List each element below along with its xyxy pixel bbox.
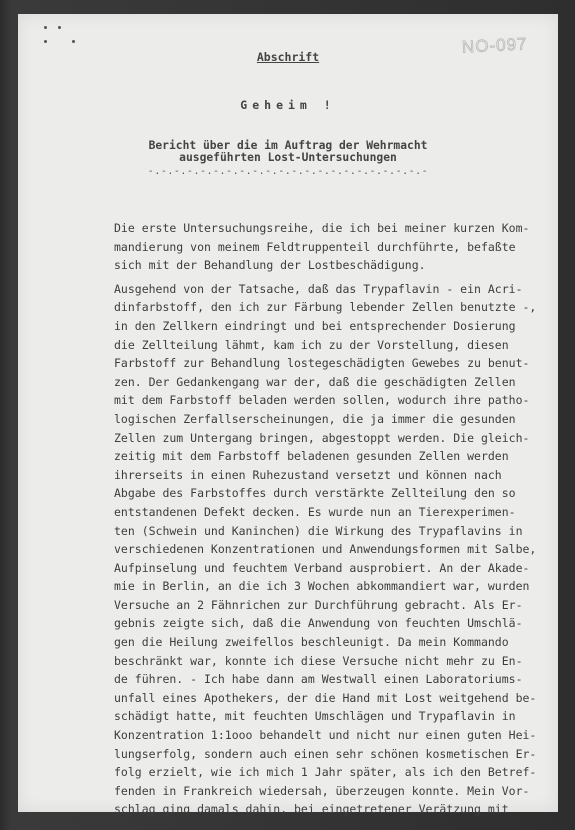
text-line: schädigt hatte, mit feuchten Umschlägen und Trypaflavin in xyxy=(114,709,516,724)
text-line: mandierung von meinem Feldtruppenteil durchführte, befaßte xyxy=(114,239,516,254)
text-line: entstandenen Defekt decken. Es wurde nun an Tierexperimen- xyxy=(114,504,516,519)
text-line: Die erste Untersuchungsreihe, die ich bei meiner kurzen Kom- xyxy=(114,221,530,235)
text-line: die Zellteilung lähmt, kam ich zu der Vorstellung, diesen xyxy=(114,337,509,352)
text-line: de führen. - Ich habe dann am Westwall einen Laboratoriums- xyxy=(114,672,523,687)
text-line: mie in Berlin, an die ich 3 Wochen abkommandiert war, wurden xyxy=(114,579,530,594)
text-line: schlag ging damals dahin, bei eingetretener Verätzung mit xyxy=(114,802,509,817)
text-line: gebnis zeigte sich, daß die Anwendung von feuchten Umschlä- xyxy=(114,616,523,631)
text-line: ten (Schwein und Kaninchen) die Wirkung des Trypaflavins in xyxy=(114,523,523,538)
punch-hole-mark xyxy=(72,40,75,43)
text-line: folg erzielt, wie ich mich 1 Jahr später, als ich den Betref- xyxy=(114,765,537,780)
text-line: fenden in Frankreich wiedersah, überzeugen konnte. Mein Vor- xyxy=(114,783,530,798)
text-line: verschiedenen Konzentrationen und Anwendungsformen mit Salbe, xyxy=(114,542,537,557)
text-line: unfall eines Apothekers, der die Hand mit Lost weitgehend be- xyxy=(114,690,537,705)
report-title xyxy=(18,140,558,164)
text-line: zeitig mit dem Farbstoff beladenen gesunden Zellen werden xyxy=(114,449,509,464)
punch-hole-mark xyxy=(58,26,61,29)
text-line: Aufpinselung und feuchtem Verband ausprobiert. An der Akade- xyxy=(114,560,530,575)
text-line: Konzentration 1:1ooo behandelt und nicht nur einen guten Hei- xyxy=(114,728,537,743)
punch-hole-mark xyxy=(44,40,47,43)
classification-label: Geheim ! xyxy=(240,98,336,112)
report-body xyxy=(114,219,554,819)
text-line: Zellen zum Untergang bringen, abgestoppt werden. Die gleich- xyxy=(114,430,530,445)
report-title-line: Bericht über die im Auftrag der Wehrmacht xyxy=(148,139,428,152)
text-line: sich mit der Behandlung der Lostbeschädigung. xyxy=(114,258,426,273)
text-line: beschränkt war, konnte ich diese Versuche nicht mehr zu En- xyxy=(114,653,523,668)
document-page xyxy=(18,14,558,817)
text-line: Farbstoff zur Behandlung lostegeschädigten Gewebes zu benut- xyxy=(114,356,530,371)
text-line: Abgabe des Farbstoffes durch verstärkte Zellteilung den so xyxy=(114,486,516,501)
document-heading: Abschrift xyxy=(256,50,320,64)
text-line: Versuche an 2 Fähnrichen zur Durchführung gebracht. Als Er- xyxy=(114,597,523,612)
text-line: dinfarbstoff, den ich zur Färbung lebender Zellen benutzte -, xyxy=(114,300,537,315)
text-line: in den Zellkern eindringt und bei entsprechender Dosierung xyxy=(114,318,516,333)
title-separator: -.-.-.-.-.-.-.-.-.-.-.-.-.-.-.-.-.-.-.-.-.- xyxy=(147,166,429,177)
paragraph-1 xyxy=(114,219,554,275)
text-line: ihrerseits in einen Ruhezustand versetzt und können nach xyxy=(114,467,502,482)
paragraph-2 xyxy=(114,280,554,819)
text-line: Ausgehend von der Tatsache, daß das Trypaflavin - ein Acri- xyxy=(114,281,523,296)
text-line: gen die Heilung zweifellos beschleunigt. Da mein Kommando xyxy=(114,635,509,650)
text-line: zen. Der Gedankengang war der, daß die geschädigten Zellen xyxy=(114,374,516,389)
text-line: lungserfolg, sondern auch einen sehr schönen kosmetischen Er- xyxy=(114,746,537,761)
punch-hole-mark xyxy=(44,26,47,29)
report-title-line: ausgeführten Lost-Untersuchungen xyxy=(179,151,397,164)
document-number-stamp: NO-097 xyxy=(461,34,529,57)
text-line: mit dem Farbstoff beladen werden sollen, wodurch ihre patho- xyxy=(114,393,530,408)
text-line: logischen Zerfallserscheinungen, die ja immer die gesunden xyxy=(114,411,516,426)
